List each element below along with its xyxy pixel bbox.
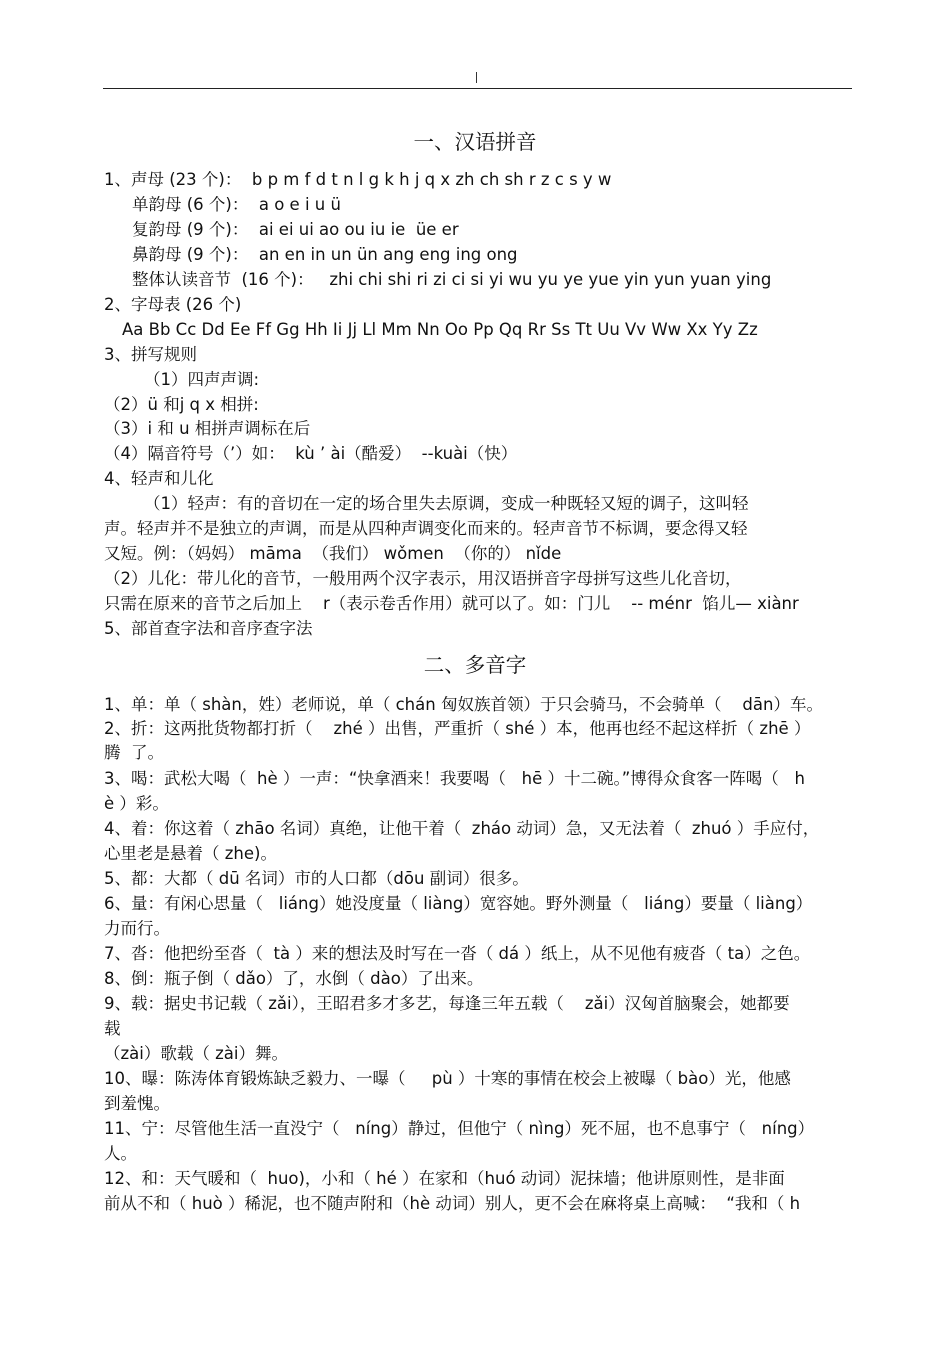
- text-line: 12、和：天气暖和（ huo)，小和（ hé ）在家和（huó 动词）泥抹墙；他讲原则性，是非面: [104, 1169, 785, 1188]
- text-line: 声。轻声并不是独立的声调，而是从四种声调变化而来的。轻声音节不标调，要念得又轻: [104, 519, 748, 538]
- text-line: 前从不和（ huò ）稀泥，也不随声附和（hè 动词）别人，更不会在麻将桌上高喊： “我和（ h: [104, 1194, 801, 1213]
- text-line: 鼻韵母 (9 个)： an en in un ün ang eng ing ong: [132, 245, 518, 264]
- text-line: （zài）歌载（ zài）舞。: [104, 1044, 288, 1063]
- text-line: 4、着：你这着（ zhāo 名词）真绝，让他干着（ zháo 动词）急，又无法着（ zhuó ）手应付，: [104, 819, 820, 838]
- text-line: （2）儿化：带儿化的音节，一般用两个汉字表示，用汉语拼音字母拼写这些儿化音切，: [104, 569, 742, 588]
- text-line: 单韵母 (6 个)： a o e i u ü: [132, 195, 341, 214]
- text-line: 力而行。: [104, 919, 170, 938]
- text-line: 5、部首查字法和音序查字法: [104, 619, 313, 638]
- text-line: （3）i 和 u 相拼声调标在后: [104, 419, 311, 438]
- text-line: 1、声母 (23 个)： b p m f d t n l g k h j q x zh ch sh r z c s y w: [104, 170, 612, 189]
- text-line: 复韵母 (9 个)： ai ei ui ao ou iu ie üe er: [132, 220, 459, 239]
- text-line: è ）彩。: [104, 794, 169, 813]
- text-line: （1）四声声调:: [144, 370, 260, 389]
- text-line: 腾 了。: [104, 743, 164, 762]
- text-line: 5、都：大都（ dū 名词）市的人口都（dōu 副词）很多。: [104, 869, 529, 888]
- text-line: 整体认读音节 (16 个)： zhi chi shi ri zi ci si yi wu yu ye yue yin yun yuan ying: [132, 270, 772, 289]
- text-line: 7、沓：他把纷至沓（ tà ）来的想法及时写在一沓（ dá ）纸上，从不见他有疲沓（ ta）之色。: [104, 944, 811, 963]
- text-line: Aa Bb Cc Dd Ee Ff Gg Hh Ii Jj Ll Mm Nn Oo Pp Qq Rr Ss Tt Uu Vv Ww Xx Yy Zz: [122, 320, 758, 339]
- text-line: 6、量：有闲心思量（ liáng）她没度量（ liàng）宽容她。野外测量（ liáng）要量（ liàng）: [104, 894, 813, 913]
- text-line: 3、喝：武松大喝（ hè ）一声：“快拿酒来！我要喝（ hē ）十二碗。”博得众食客一阵喝（ h: [104, 769, 805, 788]
- text-line: （2）ü 和j q x 相拼:: [104, 395, 259, 414]
- text-line: 9、载：据史书记载（ zǎi），王昭君多才多艺，每逢三年五载（ zǎi）汉匈首脑聚会，她都要: [104, 994, 790, 1013]
- text-line: 心里老是悬着（ zhe)。: [104, 844, 277, 863]
- text-line: 到羞愧。: [104, 1094, 170, 1113]
- section-title-pinyin: 一、汉语拼音: [413, 130, 537, 154]
- text-line: 2、字母表 (26 个): [104, 295, 242, 314]
- text-line: 又短。例：（妈妈） māma （我们） wǒmen （你的） nǐde: [104, 544, 562, 563]
- text-line: 2、折：这两批货物都打折（ zhé ）出售，严重折（ shé ）本，他再也经不起这样折（ zhē ）: [104, 719, 811, 738]
- text-line: 11、宁：尽管他生活一直没宁（ níng）静过，但他宁（ nìng）死不屈，也不息事宁（ níng）: [104, 1119, 815, 1138]
- text-line: 1、单：单（ shàn，姓）老师说，单（ chán 匈奴族首领）于只会骑马，不会骑单（ dān）车。: [104, 695, 823, 714]
- header-rule: [103, 88, 852, 89]
- section-title-polyphones: 二、多音字: [423, 653, 527, 677]
- text-line: 10、曝：陈涛体育锻炼缺乏毅力、一曝（ pù ）十寒的事情在校会上被曝（ bào）光，他感: [104, 1069, 791, 1088]
- text-line: 人。: [104, 1144, 137, 1163]
- text-line: （1）轻声：有的音切在一定的场合里失去原调，变成一种既轻又短的调子，这叫轻: [144, 494, 749, 513]
- text-line: 只需在原来的音节之后加上 r（表示卷舌作用）就可以了。如：门儿 -- ménr 馅儿— xiànr: [104, 594, 799, 613]
- text-line: 3、拼写规则: [104, 345, 197, 364]
- text-line: 4、轻声和儿化: [104, 469, 214, 488]
- text-line: 载: [104, 1019, 121, 1038]
- text-line: （4）隔音符号（’）如： kù ’ ài（酷爱） --kuài（快）: [104, 444, 518, 463]
- header-mark: [476, 72, 477, 83]
- text-line: 8、倒：瓶子倒（ dǎo）了，水倒（ dào）了出来。: [104, 969, 484, 988]
